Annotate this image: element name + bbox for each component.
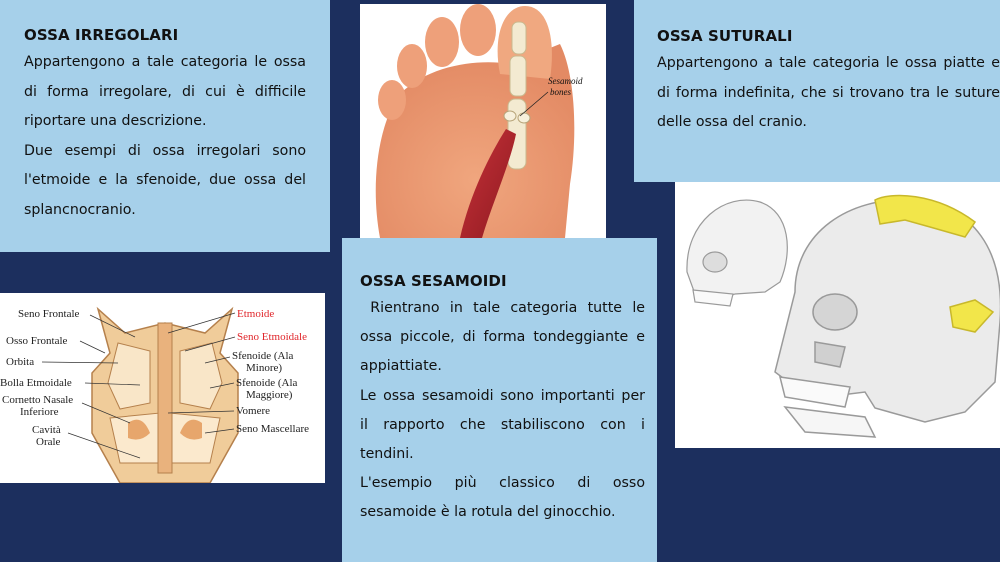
label-bolla-etmoidale: Bolla Etmoidale	[0, 377, 72, 389]
sesamoid-bones-text-3: L'esempio più classico di osso sesamoide è la rotula del ginocchio.	[360, 475, 645, 521]
sutural-bones-title: OSSA SUTURALI	[657, 27, 793, 45]
label-sfenoide-ala-minore-2: Minore)	[246, 362, 283, 374]
label-osso-frontale: Osso Frontale	[6, 335, 68, 347]
ethmoid-sinus-diagram	[0, 293, 325, 483]
label-orbita: Orbita	[6, 356, 35, 368]
label-seno-frontale: Seno Frontale	[18, 308, 80, 320]
foot-sesamoid-image	[360, 4, 606, 238]
sesamoid-bones-text-1: Rientrano in tale categoria tutte le ossa piccole, di forma tondeggiante e appiattiate.	[360, 300, 645, 375]
sesamoid-label-1: Sesamoid	[548, 76, 583, 86]
sutural-bones-text: Appartengono a tale categoria le ossa piatte e di forma indefinita, che si trovano tra le suture delle ossa del cranio.	[657, 55, 1000, 130]
label-sfenoide-ala-minore-1: Sfenoide (Ala	[232, 350, 294, 362]
irregular-bones-text-2: Due esempi di ossa irregolari sono l'etmoide e la sfenoide, due ossa del splancnocranio.	[24, 142, 306, 218]
sesamoid-bones-text-2: Le ossa sesamoidi sono importanti per il rapporto che stabiliscono con i tendini.	[360, 387, 645, 463]
label-etmoide: Etmoide	[237, 308, 275, 320]
sesamoid-bones-title: OSSA SESAMOIDI	[360, 272, 507, 290]
sutural-bones-card	[634, 0, 1000, 182]
skull-sutural-bones-image	[675, 182, 1000, 448]
irregular-bones-title: OSSA IRREGOLARI	[24, 26, 179, 44]
label-orale: Orale	[36, 436, 61, 448]
irregular-bones-card	[0, 0, 330, 252]
label-vomere: Vomere	[236, 405, 271, 417]
label-cavita: Cavità	[32, 424, 61, 436]
sesamoid-bones-card	[342, 238, 657, 562]
label-seno-mascellare: Seno Mascellare	[236, 423, 309, 435]
label-inferiore: Inferiore	[20, 406, 59, 418]
label-cornetto-nasale: Cornetto Nasale	[2, 394, 74, 406]
label-sfenoide-ala-maggiore-1: Sfenoide (Ala	[236, 377, 298, 389]
label-sfenoide-ala-maggiore-2: Maggiore)	[246, 389, 293, 401]
sesamoid-label-2: bones	[550, 87, 571, 97]
irregular-bones-text-1: Appartengono a tale categoria le ossa di forma irregolare, di cui è difficile riportare una descrizione.	[24, 54, 306, 129]
label-seno-etmoidale: Seno Etmoidale	[237, 331, 307, 343]
